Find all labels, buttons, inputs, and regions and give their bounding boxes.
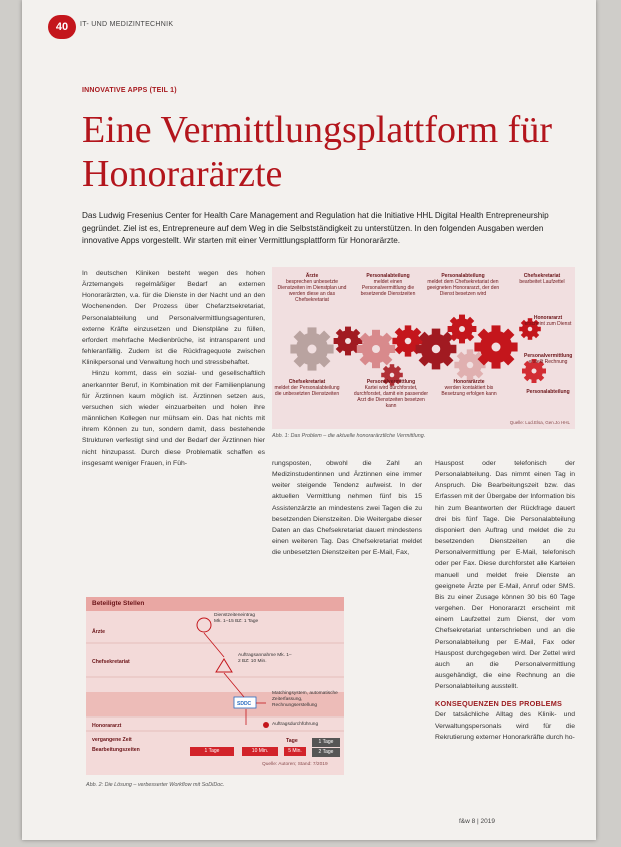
time-bar: 10 Min. — [242, 747, 278, 756]
figure-1-caption: Abb. 1: Das Problem – die aktuelle honorarärztliche Vermittlung. — [272, 433, 426, 439]
paragraph: rungsposten, obwohl die Zahl an Medizinstudentinnen und Ärztinnen eine immer weiter steigende Tendenz aufweist. In der aktuellen Vermittlung nehmen fünf bis 15 Assistenzärzte an mindestens zwei Tagen die zu besetzenden Dienstzeiten. Die Weitergabe dieser Daten an das Chefsekretariat dauert mindestens einen weiteren Tag. Das Chefsekretariat meldet die unbesetzten Dienstzeiten per E-Mail, Fax, — [272, 460, 422, 557]
figure-solution — [86, 597, 344, 775]
paragraph: In deutschen Kliniken besteht wegen des hohen Ärztemangels regelmäßiger Bedarf an externen Honorarärzten, v.a. für die Dienste in der Nacht und an den Wochenenden. Der Prozess über Chefarztsekretariat, Personalabteilung und Personalvermittlungsagenturen, externe Kräfte einzusetzen und Dienstpläne zu füllen, erfordert mehrfache Medienbrüche, ist intransparent und fehleranfällig. Zudem ist die Rückfragequote zwischen Klinikpersonal und Verwaltung hoch und stressbehaftet. — [82, 270, 265, 367]
figure-source: Quelle: Lud.Elsa, Gen.Jo HHL — [509, 420, 570, 425]
column-3 — [435, 458, 575, 743]
row-label: Honorararzt — [92, 723, 122, 729]
label-honorararzt: Honorararzt erscheint zum Dienst — [524, 315, 572, 328]
label-honoraraerzte: Honorarärzte werden kontaktiert bis Besetzung erfolgen kann — [441, 379, 497, 398]
gear-icon — [454, 349, 485, 380]
note: Auftragsannahme Mk. 1–2 BZ: 10 Min. — [238, 653, 292, 664]
svg-text:SDDC: SDDC — [237, 701, 252, 707]
gray-bar: 2 Tage — [312, 748, 340, 757]
article-title: Eine Vermittlungsplattform für Honorarärzte — [82, 109, 552, 195]
article-kicker: INNOVATIVE APPS (TEIL 1) — [82, 87, 177, 94]
gear-icon — [474, 325, 517, 368]
bottom-label: Bearbeitungszeiten — [92, 747, 140, 753]
column-1 — [82, 268, 265, 469]
triangle-icon — [216, 659, 232, 672]
label-chefsekretariat-2: Chefsekretariat meldet der Personalabteilung die unbesetzten Dienstzeiten — [274, 379, 340, 398]
label-personal-2: Personalabteilung meldet dem Chefsekretariat den geeigneten Honorararzt, der den Dienst besetzen wird — [426, 273, 500, 298]
column-2 — [272, 458, 422, 558]
gear-icon — [416, 329, 457, 370]
figure-source: Quelle: Autoren; Stand: 7/2019 — [262, 762, 328, 767]
row-label: Ärzte — [92, 629, 105, 635]
page-number-badge: 40 — [48, 15, 76, 39]
tage-label: Tage — [286, 738, 298, 744]
label-aerzte: Ärzte besprechen unbesetzte Dienstzeiten im Dienstplan und werden diese an das Chefsekretariat — [277, 273, 347, 304]
figure-header: Beteiligte Stellen — [86, 597, 344, 611]
time-bar: 1 Tage — [190, 747, 234, 756]
paragraph: Hinzu kommt, dass ein sozial- und gesellschaftlich anerkannter Beruf, in Kombination mit der Familienplanung für Ärztinnen kaum möglich ist. Ärztinnen setzen aus, versuchen sich wieder einzuarbeiten und holen ihre männlichen Kollegen nur mühsam ein. Das hat nichts mit ihrem Können zu tun, sondern damit, dass bestehende Strukturen verfestigt sind und der Bedarf der Ärztinnen hier nicht hinzupasst. Durch diese Problematik schaffen es insgesamt weniger Frauen, in Füh- — [82, 370, 265, 467]
label-chefsekretariat-1: Chefsekretariat bearbeitet Laufzettel — [519, 273, 565, 286]
note: Dienstzeiteneintrag Mk. 1–15 BZ: 1 Tage — [214, 613, 259, 624]
gear-icon — [357, 330, 395, 368]
gray-bar: 1 Tage — [312, 738, 340, 747]
section-label: IT- UND MEDIZINTECHNIK — [80, 21, 174, 28]
bottom-label: vergangene Zeit — [92, 737, 132, 743]
figure-2-caption: Abb. 2: Die Lösung – verbesserter Workflow mit SoDiDoc. — [86, 782, 225, 788]
page-footer: f&w 8 | 2019 — [459, 818, 496, 825]
label-personalvermittlung: Personalvermittlung Kartei wird durchforstet, durchforstet, damit ein passender Arzt die Dienstzeiten besetzen kann — [353, 379, 429, 410]
note: Auftragsdurchführung — [272, 722, 319, 727]
paragraph: Der tatsächliche Alltag des Klinik- und Verwaltungspersonals wird für die Rekrutierung externer Honorarkräfte durch ho- — [435, 711, 575, 741]
time-bar: 5 Min. — [284, 747, 306, 756]
paragraph: Hauspost oder telefonisch der Personalabteilung. Das nimmt einen Tag in Anspruch. Die Bearbeitungszeit bzw. das Erfassen mit der Übergabe der Information bis hin zum Beantworten der Rückfrage dauert drei bis fünf Tage. Die Personalabteilung disponiert den Auftrag und meldet die zu besetzenden Dienstzeiten an die Personalvermittlung per E-Mail, telefonisch oder per Fax. Diese durchforstet alle Karteien manuell und meldet freie Dienste an geeignete Ärzte per E-Mail, Anruf oder SMS. Bis zu einer Zusage können 30 bis 60 Tage vergehen. Der Honorararzt erscheint mit einem Laufzettel zum Dienst, der vom Chefsekretariat unterschrieben und an die Personalabteilung per E-Mail, Fax oder Hauspost durchgegeben wird. Der Zettel wird auch an die Personalvermittlung ausgehändigt, die eine Rechnung an die Personalabteilung ausstellt. — [435, 460, 575, 691]
figure-problem — [272, 267, 575, 429]
doctor-icon — [197, 618, 211, 632]
note: Matchingsystem, automatische Zeiterfassung, Rechnungserstellung — [272, 691, 338, 708]
label-pv-rechnung: Personalvermittlung erstellt Rechnung — [524, 353, 573, 366]
label-personalabteilung-end: Personalabteilung — [526, 389, 570, 395]
label-personal-1: Personalabteilung meldet einen Personalvermittlung die besetzende Dienstzeiten — [360, 273, 416, 298]
article-lead: Das Ludwig Fresenius Center for Health Care Management and Regulation hat die Initiative HHL Digital Health Entrepreneurship gegründet. Ziel ist es, Entrepreneure auf dem Weg in die Selbstständigkeit zu unterstützen. In den folgenden Ausgaben werden innovative Apps vorgestellt. Wir starten mit einer Vermittlungsplattform für Honorarärzte. — [82, 211, 549, 245]
section-heading: KONSEQUENZEN DES PROBLEMS — [435, 699, 563, 709]
magazine-page — [22, 0, 596, 840]
gear-icon — [448, 315, 477, 344]
row-label: Chefsekretariat — [92, 659, 130, 665]
gear-icon — [290, 327, 333, 370]
